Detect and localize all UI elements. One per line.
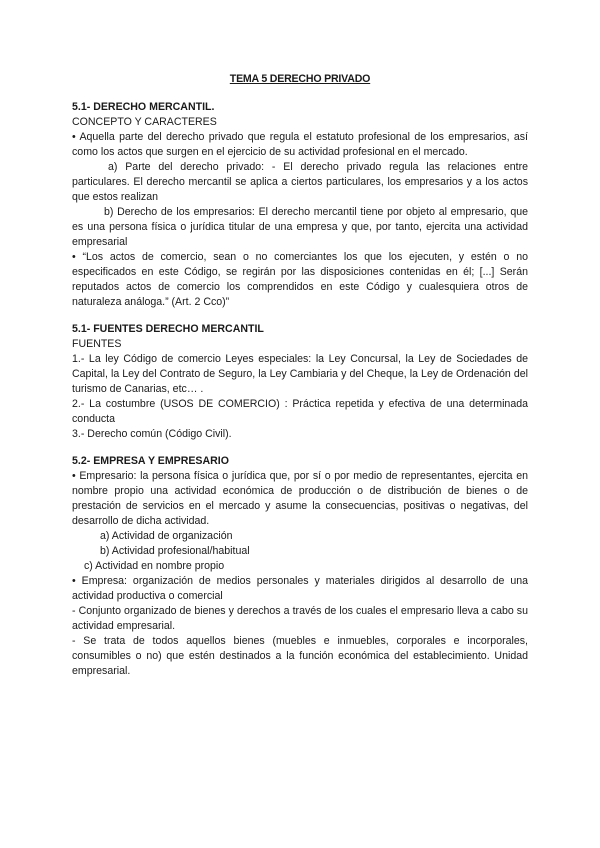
section-derecho-mercantil — [72, 100, 528, 310]
list-item: a) Actividad de organización — [100, 530, 233, 542]
section-empresa-empresario — [72, 454, 528, 679]
paragraph: a) Parte del derecho privado: - El derecho privado regula las relaciones entre particulares. El derecho mercantil se aplica a ciertos particulares, los empresarios y a los actos que estos realizan — [72, 161, 528, 203]
list-item: c) Actividad en nombre propio — [84, 560, 225, 572]
document-page — [72, 72, 528, 691]
paragraph: • “Los actos de comercio, sean o no comerciantes los que los ejecuten, y estén o no especificados en este Código, se regirán por las disposiciones contenidas en él; [...] Serán reputados actos de comercio los comprendidos en este Código y cualesquiera otros de naturaleza análoga.” (Art. 2 Cco)” — [72, 251, 528, 308]
paragraph: • Empresario: la persona física o jurídica que, por sí o por medio de representantes, ejercita en nombre propio una actividad económica de producción o de distribución de bienes o de prestación de servicios en el mercado y asume la consecuencias, positivas o negativas, del desarrollo de dicha actividad. — [72, 470, 528, 527]
paragraph: 1.- La ley Código de comercio Leyes especiales: la Ley Concursal, la Ley de Sociedades de Capital, la Ley del Contrato de Seguro, la Ley Cambiaria y del Cheque, la Ley de Ordenación del turismo de Canarias, etc… . — [72, 353, 528, 395]
section-heading: 5.1- DERECHO MERCANTIL. — [72, 101, 215, 113]
paragraph: • Empresa: organización de medios personales y materiales dirigidos al desarrollo de una actividad productiva o comercial — [72, 575, 528, 602]
paragraph: - Se trata de todos aquellos bienes (muebles e inmuebles, corporales e incorporales, consumibles o no) que estén destinados a la función económica del establecimiento. Unidad empresarial. — [72, 635, 528, 677]
list-item: b) Actividad profesional/habitual — [100, 545, 250, 557]
section-subheading: FUENTES — [72, 338, 122, 350]
paragraph: • Aquella parte del derecho privado que regula el estatuto profesional de los empresarios, así como los actos que surgen en el ejercicio de su actividad profesional en el mercado. — [72, 131, 528, 158]
section-fuentes — [72, 322, 528, 442]
paragraph: 2.- La costumbre (USOS DE COMERCIO) : Práctica repetida y efectiva de una determinada conducta — [72, 398, 528, 425]
paragraph: 3.- Derecho común (Código Civil). — [72, 428, 232, 440]
section-heading: 5.2- EMPRESA Y EMPRESARIO — [72, 455, 229, 467]
document-title: TEMA 5 DERECHO PRIVADO — [229, 73, 371, 85]
section-subheading: CONCEPTO Y CARACTERES — [72, 116, 217, 128]
paragraph: - Conjunto organizado de bienes y derechos a través de los cuales el empresario lleva a cabo su actividad empresarial. — [72, 605, 528, 632]
section-heading: 5.1- FUENTES DERECHO MERCANTIL — [72, 323, 264, 335]
paragraph: b) Derecho de los empresarios: El derecho mercantil tiene por objeto al empresario, que es una persona física o jurídica titular de una empresa y que, por tanto, ejercita una actividad empresarial — [72, 206, 528, 248]
